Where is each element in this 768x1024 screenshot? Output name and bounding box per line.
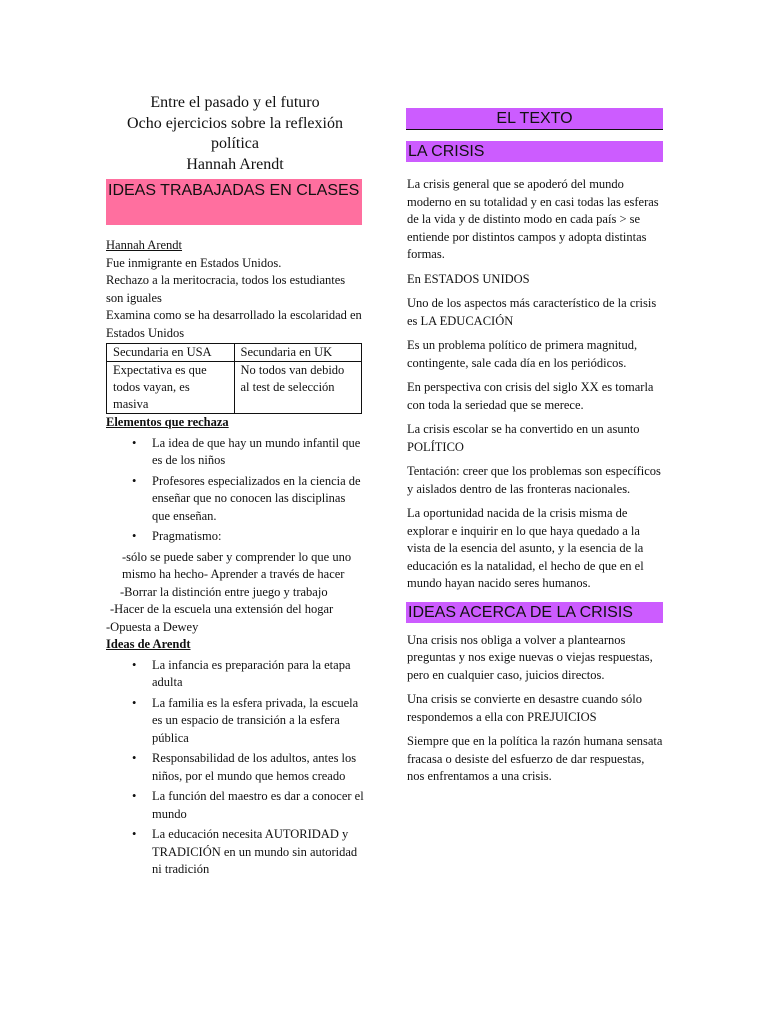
- crisis-paragraphs: [405, 176, 663, 593]
- ideas-paragraphs: [405, 632, 663, 786]
- intro-line: Fue inmigrante en Estados Unidos.: [106, 255, 282, 270]
- table-row: [107, 362, 362, 414]
- paragraph: Uno de los aspectos más característico de la crisis es LA EDUCACIÓN: [407, 296, 657, 328]
- title-line: Entre el pasado y el futuro: [150, 94, 320, 111]
- table-cell-uk: No todos van debido al test de selección: [234, 362, 362, 414]
- paragraph: Una crisis nos obliga a volver a plantearnos preguntas y nos exige nuevas o viejas respuestas, pero en cualquier caso, juicios directos.: [407, 632, 653, 682]
- bullet-icon: •: [132, 789, 137, 803]
- left-column: [106, 93, 364, 882]
- pragmatismo-line: -sólo se puede saber y comprender lo que uno mismo ha hecho- Aprender a través de hacer: [122, 549, 352, 581]
- list-item: • La educación necesita AUTORIDAD y TRADICIÓN en un mundo sin autoridad ni tradición: [132, 827, 358, 876]
- elementos-list: [106, 435, 364, 546]
- table-cell-usa: Expectativa es que todos vayan, es masiva: [107, 362, 235, 414]
- bullet-icon: •: [132, 435, 137, 450]
- ideas-trabajadas-banner: IDEAS TRABAJADAS EN CLASES: [106, 179, 362, 225]
- paragraph: Una crisis se convierte en desastre cuando sólo respondemos a ella con PREJUICIOS: [407, 692, 642, 724]
- paragraph: La oportunidad nacida de la crisis misma de explorar e inquirir en lo que haya quedado a la vista de la esencia del asunto, y la esencia de la educación es la natalidad, el hecho de que en el mundo hayan nacido seres humanos.: [407, 506, 644, 590]
- list-item: • Pragmatismo:: [152, 528, 364, 546]
- bullet-icon: •: [132, 827, 137, 841]
- pragmatismo-line: -Borrar la distinción entre juego y trabajo: [120, 584, 328, 599]
- paragraph: Tentación: creer que los problemas son específicos y aislados dentro de las fronteras nacionales.: [407, 464, 661, 496]
- paragraph: Siempre que en la política la razón humana sensata fracasa o desiste del esfuerzo de dar respuestas, nos enfrentamos a una crisis.: [407, 734, 663, 783]
- bullet-icon: •: [132, 751, 137, 765]
- paragraph: En perspectiva con crisis del siglo XX es tomarla con toda la seriedad que se merece.: [407, 380, 654, 412]
- intro-line: Rechazo a la meritocracia, todos los estudiantes son iguales: [106, 273, 346, 305]
- pragmatismo-line: -Hacer de la escuela una extensión del hogar: [110, 602, 334, 616]
- document-title: [106, 93, 364, 175]
- paragraph: En ESTADOS UNIDOS: [407, 271, 530, 286]
- list-item: • La función del maestro es dar a conocer el mundo: [132, 789, 364, 821]
- title-line: política: [211, 135, 259, 152]
- list-item: • Responsabilidad de los adultos, antes los niños, por el mundo que hemos creado: [132, 751, 357, 783]
- paragraph: La crisis general que se apoderó del mundo moderno en su totalidad y en casi todas las esferas de la vida y de distinto modo en cada país > se entiende por distintos campos y adopta distintas formas.: [407, 177, 659, 261]
- list-item: • Profesores especializados en la ciencia de enseñar que no conocen las disciplinas que enseñan.: [132, 473, 361, 523]
- la-crisis-banner: LA CRISIS: [406, 141, 663, 162]
- table-header-row: [107, 344, 362, 362]
- pragmatismo-line: -Opuesta a Dewey: [106, 619, 199, 634]
- intro-line: Examina como se ha desarrollado la escolaridad en Estados Unidos: [106, 308, 362, 340]
- comparison-table: [106, 343, 362, 414]
- title-line: Ocho ejercicios sobre la reflexión: [127, 114, 343, 132]
- title-line: Hannah Arendt: [186, 155, 284, 173]
- ideas-arendt-list: [106, 657, 364, 879]
- el-texto-banner: EL TEXTO: [406, 108, 663, 130]
- elementos-section: [106, 414, 364, 636]
- intro-block: [106, 237, 364, 342]
- bullet-icon: •: [132, 473, 137, 488]
- list-item: • La infancia es preparación para la etapa adulta: [132, 657, 351, 689]
- elementos-heading: Elementos que rechaza: [106, 415, 229, 429]
- table-header-usa: Secundaria en USA: [107, 344, 235, 362]
- bullet-icon: •: [132, 657, 137, 672]
- right-column: [405, 108, 663, 793]
- table-header-uk: Secundaria en UK: [234, 344, 362, 362]
- list-item: • La familia es la esfera privada, la escuela es un espacio de transición a la esfera pública: [132, 695, 359, 745]
- ideas-arendt-heading: Ideas de Arendt: [106, 637, 191, 651]
- ideas-acerca-banner: IDEAS ACERCA DE LA CRISIS: [406, 602, 663, 623]
- paragraph: Es un problema político de primera magnitud, contingente, sale cada día en los periódicos.: [407, 338, 638, 370]
- list-item: • La idea de que hay un mundo infantil que es de los niños: [132, 435, 361, 467]
- bullet-icon: •: [132, 695, 137, 710]
- ideas-arendt-section: [106, 636, 364, 879]
- author-name: Hannah Arendt: [106, 238, 183, 252]
- bullet-icon: •: [132, 529, 137, 543]
- paragraph: La crisis escolar se ha convertido en un asunto POLÍTICO: [407, 422, 640, 454]
